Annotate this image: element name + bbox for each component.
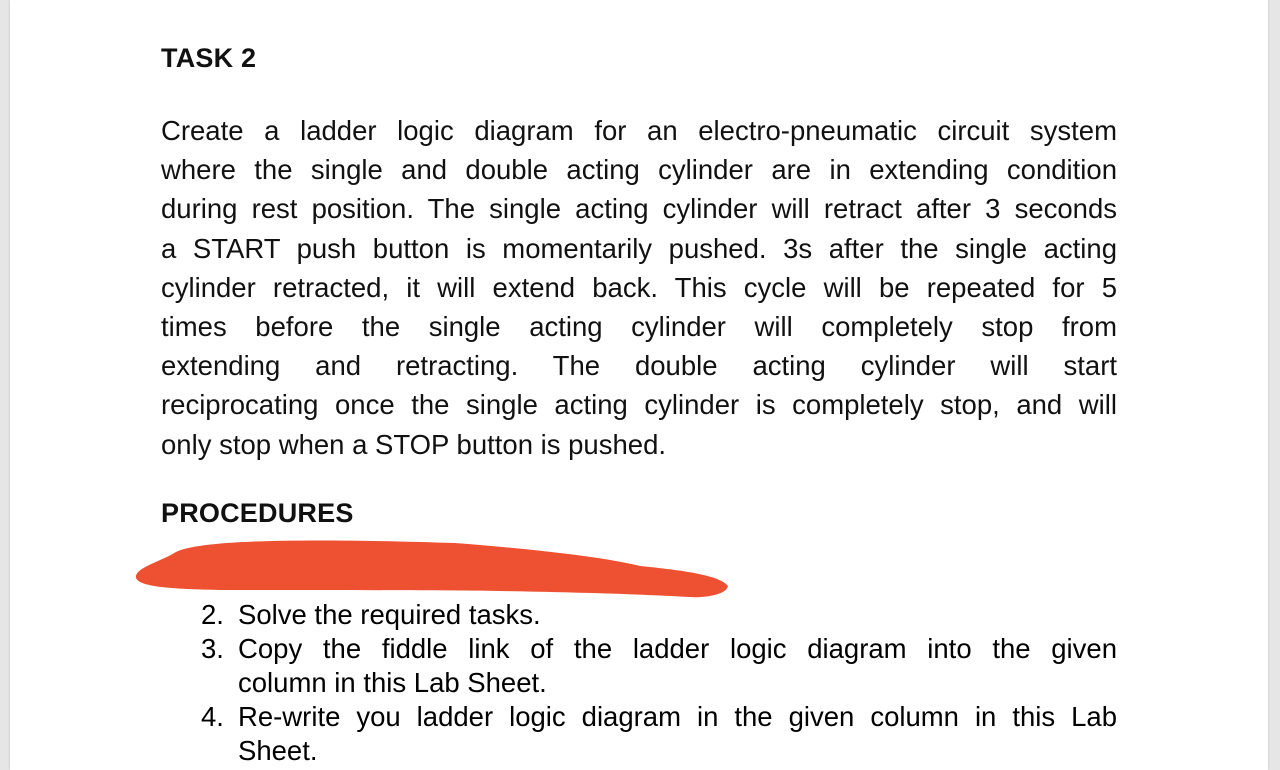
task-line: a START push button is momentarily pushed. 3s after the single acting [161,232,1117,264]
task-line: Create a ladder logic diagram for an electro-pneumatic circuit system [161,115,1117,146]
task-line: only stop when a STOP button is pushed. [161,428,667,460]
task-line: times before the single acting cylinder will completely stop from [161,311,1117,343]
procedure-step [201,598,1117,632]
step-text: Re-write you ladder logic diagram in the given column in this Lab [238,701,1117,732]
procedure-steps [201,598,1117,768]
step-number: 3. [201,633,224,664]
step-text: Solve the required tasks. [238,599,541,630]
task-line: during rest position. The single acting cylinder will retract after 3 seconds [161,193,1117,225]
step-number: 2. [201,599,224,630]
task-heading: TASK 2 [161,43,257,73]
task-line: reciprocating once the single acting cylinder is completely stop, and will [161,389,1117,421]
task-line: where the single and double acting cylinder are in extending condition [161,154,1117,186]
step-text: Copy the fiddle link of the ladder logic diagram into the given [238,633,1117,664]
procedure-step [201,632,1117,700]
procedure-step [201,700,1117,768]
step-text-continued: Sheet. [238,735,318,766]
task-line: extending and retracting. The double acting cylinder will start [161,350,1117,382]
task-description [161,111,1117,464]
task-line: cylinder retracted, it will extend back. This cycle will be repeated for 5 [161,271,1117,303]
step-number: 4. [201,701,224,732]
document-page [10,0,1268,770]
step-text-continued: column in this Lab Sheet. [238,667,547,698]
procedures-heading: PROCEDURES [161,498,354,528]
